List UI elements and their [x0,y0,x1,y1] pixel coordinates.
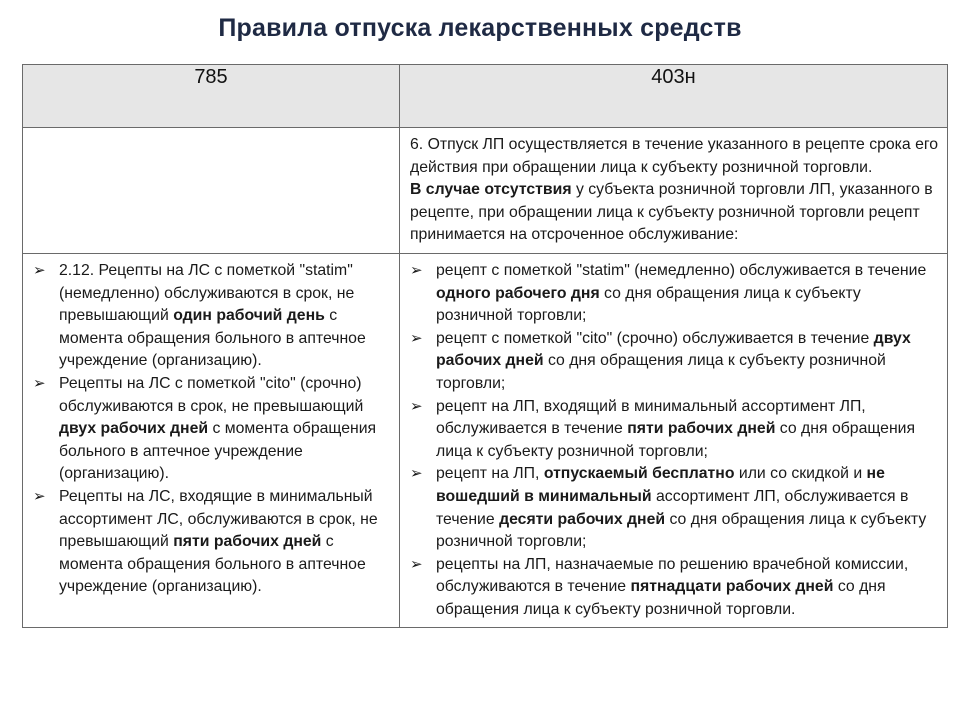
bullet-arrow-icon: ➢ [410,397,423,415]
bullet-arrow-icon: ➢ [33,261,46,279]
table-row [23,253,948,628]
table-row [23,128,948,254]
list-item-text: рецепт с пометкой "cito" (срочно) обслуживается в течение [436,329,874,347]
list-item-text: рецепт на ЛП, [436,465,544,483]
list-item-text: с момента обращения больного в аптечное учреждение (организацию). [59,533,366,596]
list-item-text: рецепт с пометкой "statim" (немедленно) обслуживается в течение [436,261,927,279]
list-item-text: Рецепты на ЛС, входящие в минимальный ассортимент ЛС, обслуживаются в срок, не превышающий [59,487,378,551]
list-item [408,554,939,622]
list-item-text: 2.12. Рецепты на ЛС с пометкой "statim" (немедленно) обслуживаются в срок, не превышающий [59,261,355,325]
list-item [408,328,939,396]
list-item-emphasis: пяти рабочих дней [627,420,776,438]
row1-right-cell [400,128,948,254]
list-item [408,260,939,328]
list-item-text: с момента обращения больного в аптечное учреждение (организацию). [59,307,366,370]
paragraph-text: у субъекта розничной торговли ЛП, указанного в рецепте, при обращении лица к субъекту розничной торговли рецепт принимается на отсроченное обслуживание: [410,181,933,244]
bullet-arrow-icon: ➢ [33,374,46,392]
list-item-emphasis: отпускаемый бесплатно [543,465,735,483]
list-item-text: Рецепты на ЛС с пометкой "cito" (срочно) обслуживаются в срок, не превышающий [59,374,364,415]
page-title: Правила отпуска лекарственных средств [218,14,742,42]
row2-right-cell [400,253,948,628]
bullet-arrow-icon: ➢ [33,487,46,505]
list-item-emphasis: десяти рабочих дней [499,510,666,528]
list-item-text: со дня обращения лица к субъекту розничной торговли; [436,420,916,460]
list-item-text: с момента обращения больного в аптечное учреждение (организацию). [59,420,377,483]
left-bullet-list [31,260,391,599]
list-item-text: со дня обращения лица к субъекту розничной торговли; [436,284,861,325]
header-row [23,65,948,128]
list-item-emphasis: не вошедший в минимальный [436,465,885,505]
row1-right-paragraph [408,134,939,247]
list-item-text: со дня обращения лица к субъекту розничной торговли; [436,510,927,551]
paragraph-text: 6. Отпуск ЛП осуществляется в течение указанного в рецепте срока его действия при обращении лица к субъекту розничной торговли. [410,136,939,176]
list-item-emphasis: двух рабочих дней [59,420,209,438]
list-item-emphasis: пятнадцати рабочих дней [630,578,834,596]
comparison-table [22,64,948,628]
list-item-text: со дня обращения лица к субъекту розничной торговли. [436,578,886,618]
paragraph-emphasis: В случае отсутствия [410,181,572,199]
bullet-arrow-icon: ➢ [410,465,423,483]
list-item-emphasis: пяти рабочих дней [173,533,322,551]
bullet-arrow-icon: ➢ [410,555,423,573]
list-item [31,373,391,486]
list-item-text: рецепты на ЛП, назначаемые по решению врачебной комиссии, обслуживаются в течение [436,555,909,596]
list-item-text: ассортимент ЛП, обслуживается в течение [436,487,909,528]
column-header-785: 785 [23,65,400,128]
list-item-text: или со скидкой и [734,465,867,483]
list-item-emphasis: одного рабочего дня [436,284,600,302]
list-item-emphasis: один рабочий день [173,307,325,325]
row2-left-cell [23,253,400,628]
bullet-arrow-icon: ➢ [410,261,423,279]
list-item [31,260,391,373]
row1-left-cell [23,128,400,254]
list-item-emphasis: двух рабочих дней [436,329,911,370]
right-bullet-list [408,260,939,622]
list-item-text: со дня обращения лица к субъекту розничной торговли; [436,352,886,392]
column-header-403n: 403н [400,65,948,128]
list-item-text: рецепт на ЛП, входящий в минимальный ассортимент ЛП, обслуживается в течение [436,397,866,438]
bullet-arrow-icon: ➢ [410,329,423,347]
list-item [31,486,391,599]
list-item [408,463,939,553]
list-item [408,396,939,464]
